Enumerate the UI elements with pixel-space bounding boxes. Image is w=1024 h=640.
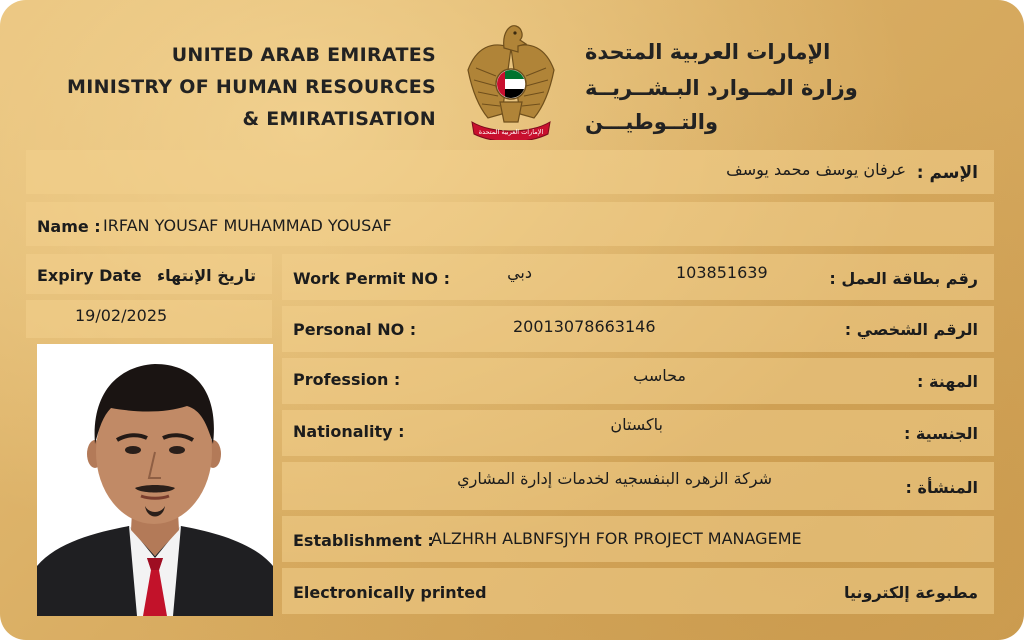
header-en-ministry: MINISTRY OF HUMAN RESOURCES [67,76,436,98]
work-permit-label-en: Work Permit NO : [293,269,450,288]
electronically-printed-label-ar: مطبوعة إلكترونيا [843,583,978,602]
nationality-label-en: Nationality : [293,422,405,441]
electronically-printed-label: Electronically printed [293,583,487,602]
profession-label-ar: المهنة : [917,372,978,391]
personal-no-value: 20013078663146 [513,317,656,336]
establishment-en-value: ALZHRH ALBNFSJYH FOR PROJECT MANAGEME [431,529,802,548]
name-en-value: IRFAN YOUSAF MUHAMMAD YOUSAF [103,216,392,235]
expiry-label-en: Expiry Date [37,266,142,285]
profession-label-en: Profession : [293,370,401,389]
work-permit-number: 103851639 [676,263,768,282]
establishment-ar-label: المنشأة : [905,478,978,497]
personal-no-label-en: Personal NO : [293,320,417,339]
emblem-scroll-text: الإمارات العربية المتحدة [478,128,544,136]
work-permit-label-ar: رقم بطاقة العمل : [829,269,978,288]
nationality-value: باكستان [610,415,663,434]
name-ar-value: عرفان يوسف محمد يوسف [726,160,906,179]
name-ar-label: الإسم : [916,163,978,183]
profession-value: محاسب [633,366,686,385]
personal-no-label-ar: الرقم الشخصي : [844,320,978,339]
header-ar-emiratisation: والتــوطيـــن [585,110,719,134]
work-permit-emirate: دبي [507,263,532,282]
expiry-value: 19/02/2025 [75,306,168,325]
nationality-label-ar: الجنسية : [903,424,978,443]
establishment-ar-value: شركة الزهره البنفسجيه لخدمات إدارة المشاري [457,469,772,488]
holder-photo [37,344,273,616]
header-en-emiratisation: & EMIRATISATION [242,108,436,130]
holder-portrait-icon [37,344,273,616]
header-en-country: UNITED ARAB EMIRATES [171,44,436,66]
header-ar-ministry: وزارة المــوارد البـشــريــة [585,76,858,100]
expiry-label-ar: تاريخ الإنتهاء [156,266,256,285]
name-en-label: Name : [37,217,101,236]
establishment-en-label: Establishment : [293,531,434,550]
header-ar-country: الإمارات العربية المتحدة [585,40,831,64]
uae-emblem-icon [462,18,560,140]
